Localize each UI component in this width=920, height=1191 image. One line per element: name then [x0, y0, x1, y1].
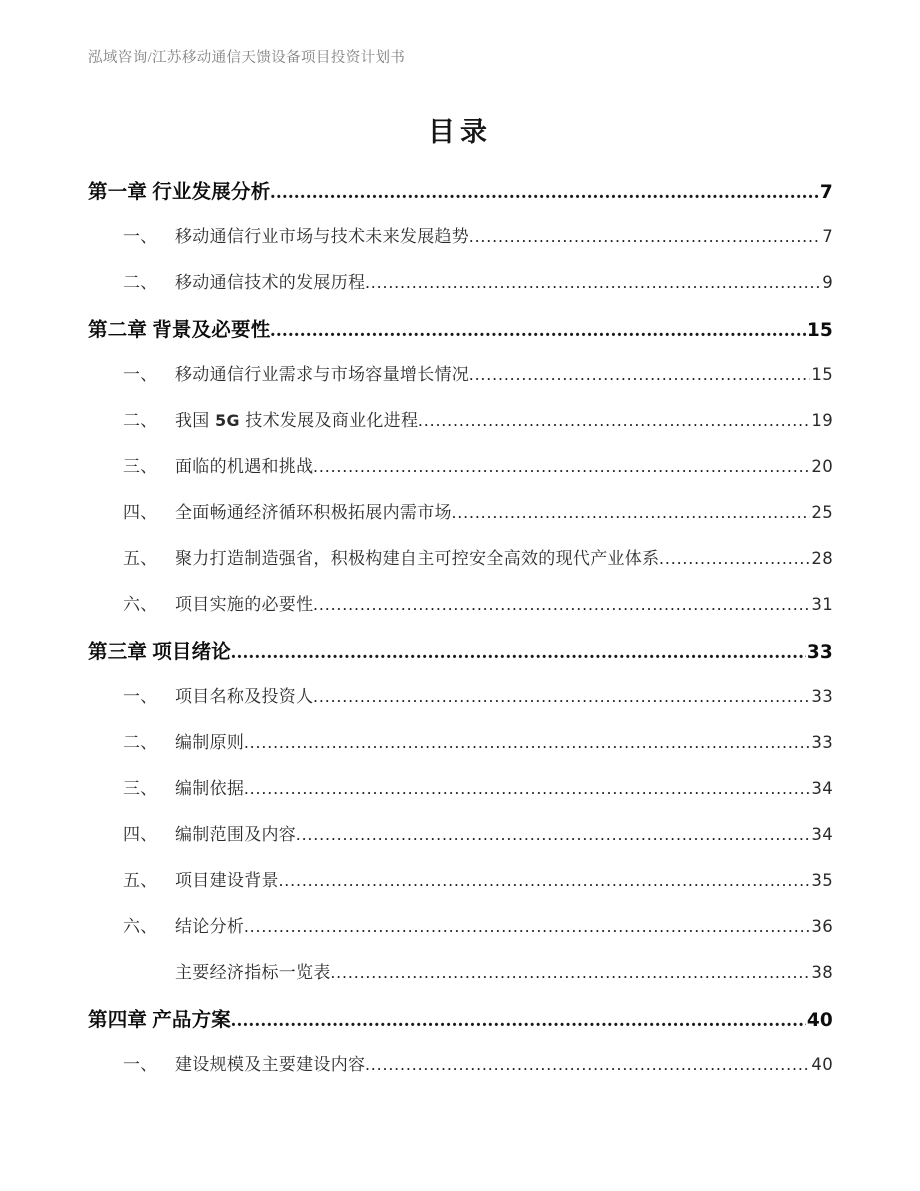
toc-page-number: 33	[811, 687, 833, 706]
toc-entry-label: 移动通信行业市场与技术未来发展趋势	[175, 227, 470, 246]
toc-section-row[interactable]	[88, 866, 833, 912]
toc-section-row[interactable]	[88, 590, 833, 636]
toc-entry-number: 六、	[123, 917, 158, 936]
toc-entry-label: 行业发展分析	[152, 182, 271, 203]
toc-entry-label: 面临的机遇和挑战	[175, 457, 314, 476]
toc-chapter-row[interactable]	[88, 176, 833, 222]
toc-entry-label: 项目实施的必要性	[175, 595, 314, 614]
toc-page-number: 40	[811, 1055, 833, 1074]
toc-section-row[interactable]	[88, 222, 833, 268]
toc-page-number: 33	[806, 642, 833, 663]
toc-chapter-row[interactable]	[88, 636, 833, 682]
toc-entry-number: 二、	[123, 733, 158, 752]
toc-dot-leader	[469, 366, 810, 383]
toc-section-row[interactable]	[88, 268, 833, 314]
toc-entry-label: 编制依据	[175, 779, 245, 798]
toc-page-number: 34	[811, 779, 833, 798]
toc-dot-leader	[231, 643, 806, 663]
toc-section-row[interactable]	[88, 360, 833, 406]
toc-page-number: 20	[811, 457, 833, 476]
toc-entry-label: 移动通信技术的发展历程	[175, 273, 366, 292]
toc-section-row[interactable]	[88, 958, 833, 1004]
toc-chapter-row[interactable]	[88, 1004, 833, 1050]
toc-section-row[interactable]	[88, 406, 833, 452]
toc-entry-label: 项目名称及投资人	[175, 687, 314, 706]
toc-entry-number: 第四章	[88, 1010, 153, 1031]
toc-section-row[interactable]	[88, 774, 833, 820]
toc-section-row[interactable]	[88, 728, 833, 774]
toc-section-row[interactable]	[88, 682, 833, 728]
toc-dot-leader	[244, 734, 810, 751]
toc-page-number: 40	[806, 1010, 833, 1031]
toc-dot-leader	[659, 550, 810, 567]
toc-section-row[interactable]	[88, 452, 833, 498]
toc-dot-leader	[365, 274, 821, 291]
toc-entry-number: 三、	[123, 457, 158, 476]
toc-section-row[interactable]	[88, 544, 833, 590]
toc-dot-leader	[331, 964, 811, 981]
toc-entry-number: 一、	[123, 227, 158, 246]
document-running-header: 泓域咨询/江苏移动通信天馈设备项目投资计划书	[88, 50, 406, 66]
toc-page-number: 7	[822, 227, 833, 246]
toc-dot-leader	[296, 826, 810, 843]
toc-section-row[interactable]	[88, 1050, 833, 1096]
toc-entry-number: 二、	[123, 411, 158, 430]
toc-dot-leader	[452, 504, 811, 521]
toc-entry-number: 四、	[123, 825, 158, 844]
toc-dot-leader	[418, 412, 810, 429]
toc-page-number: 19	[811, 411, 833, 430]
toc-dot-leader	[279, 872, 811, 889]
toc-entry-label: 聚力打造制造强省，积极构建自主可控安全高效的现代产业体系	[175, 549, 660, 568]
toc-page-number: 36	[811, 917, 833, 936]
toc-entry-number: 三、	[123, 779, 158, 798]
toc-entry-label: 编制原则	[175, 733, 245, 752]
toc-entry-label: 编制范围及内容	[175, 825, 297, 844]
toc-entry-number: 五、	[123, 871, 158, 890]
toc-page-number: 15	[811, 365, 833, 384]
toc-entry-label: 背景及必要性	[152, 320, 271, 341]
toc-page-number: 31	[811, 595, 833, 614]
toc-page-number: 34	[811, 825, 833, 844]
toc-entry-number: 第一章	[88, 182, 153, 203]
toc-dot-leader	[469, 228, 821, 245]
toc-entry-number: 二、	[123, 273, 158, 292]
toc-entry-label: 主要经济指标一览表	[175, 963, 331, 982]
toc-entry-label: 我国 5G 技术发展及商业化进程	[175, 411, 419, 430]
toc-entry-label: 结论分析	[175, 917, 245, 936]
toc-entry-label: 项目绪论	[152, 642, 231, 663]
toc-page-number: 33	[811, 733, 833, 752]
toc-dot-leader	[244, 780, 810, 797]
toc-entry-label: 移动通信行业需求与市场容量增长情况	[175, 365, 470, 384]
toc-dot-leader	[270, 321, 805, 341]
toc-dot-leader	[313, 688, 810, 705]
toc-entry-label: 建设规模及主要建设内容	[175, 1055, 366, 1074]
toc-entry-label: 项目建设背景	[175, 871, 279, 890]
toc-dot-leader	[365, 1056, 810, 1073]
page-title: 目录	[428, 117, 492, 147]
toc-page-number: 7	[819, 182, 833, 203]
toc-page-number: 9	[822, 273, 833, 292]
toc-dot-leader	[313, 458, 810, 475]
toc-dot-leader	[231, 1011, 806, 1031]
toc-entry-number: 第三章	[88, 642, 153, 663]
toc-entry-number: 一、	[123, 687, 158, 706]
toc-entry-number: 五、	[123, 549, 158, 568]
toc-page-number: 25	[811, 503, 833, 522]
toc-entry-number: 第二章	[88, 320, 153, 341]
toc-entry-number: 一、	[123, 1055, 158, 1074]
toc-entry-number: 一、	[123, 365, 158, 384]
toc-section-row[interactable]	[88, 912, 833, 958]
toc-page-number: 38	[811, 963, 833, 982]
toc-dot-leader	[244, 918, 810, 935]
table-of-contents	[88, 176, 833, 1096]
toc-page-number: 35	[811, 871, 833, 890]
toc-entry-label-latin: 5G	[215, 411, 240, 430]
toc-page-number: 28	[811, 549, 833, 568]
toc-page-number: 15	[806, 320, 833, 341]
toc-section-row[interactable]	[88, 820, 833, 866]
toc-dot-leader	[313, 596, 810, 613]
toc-entry-label: 产品方案	[152, 1010, 231, 1031]
toc-section-row[interactable]	[88, 498, 833, 544]
toc-entry-label: 全面畅通经济循环积极拓展内需市场	[175, 503, 452, 522]
toc-chapter-row[interactable]	[88, 314, 833, 360]
toc-entry-number: 四、	[123, 503, 158, 522]
toc-dot-leader	[270, 183, 819, 203]
toc-entry-number: 六、	[123, 595, 158, 614]
